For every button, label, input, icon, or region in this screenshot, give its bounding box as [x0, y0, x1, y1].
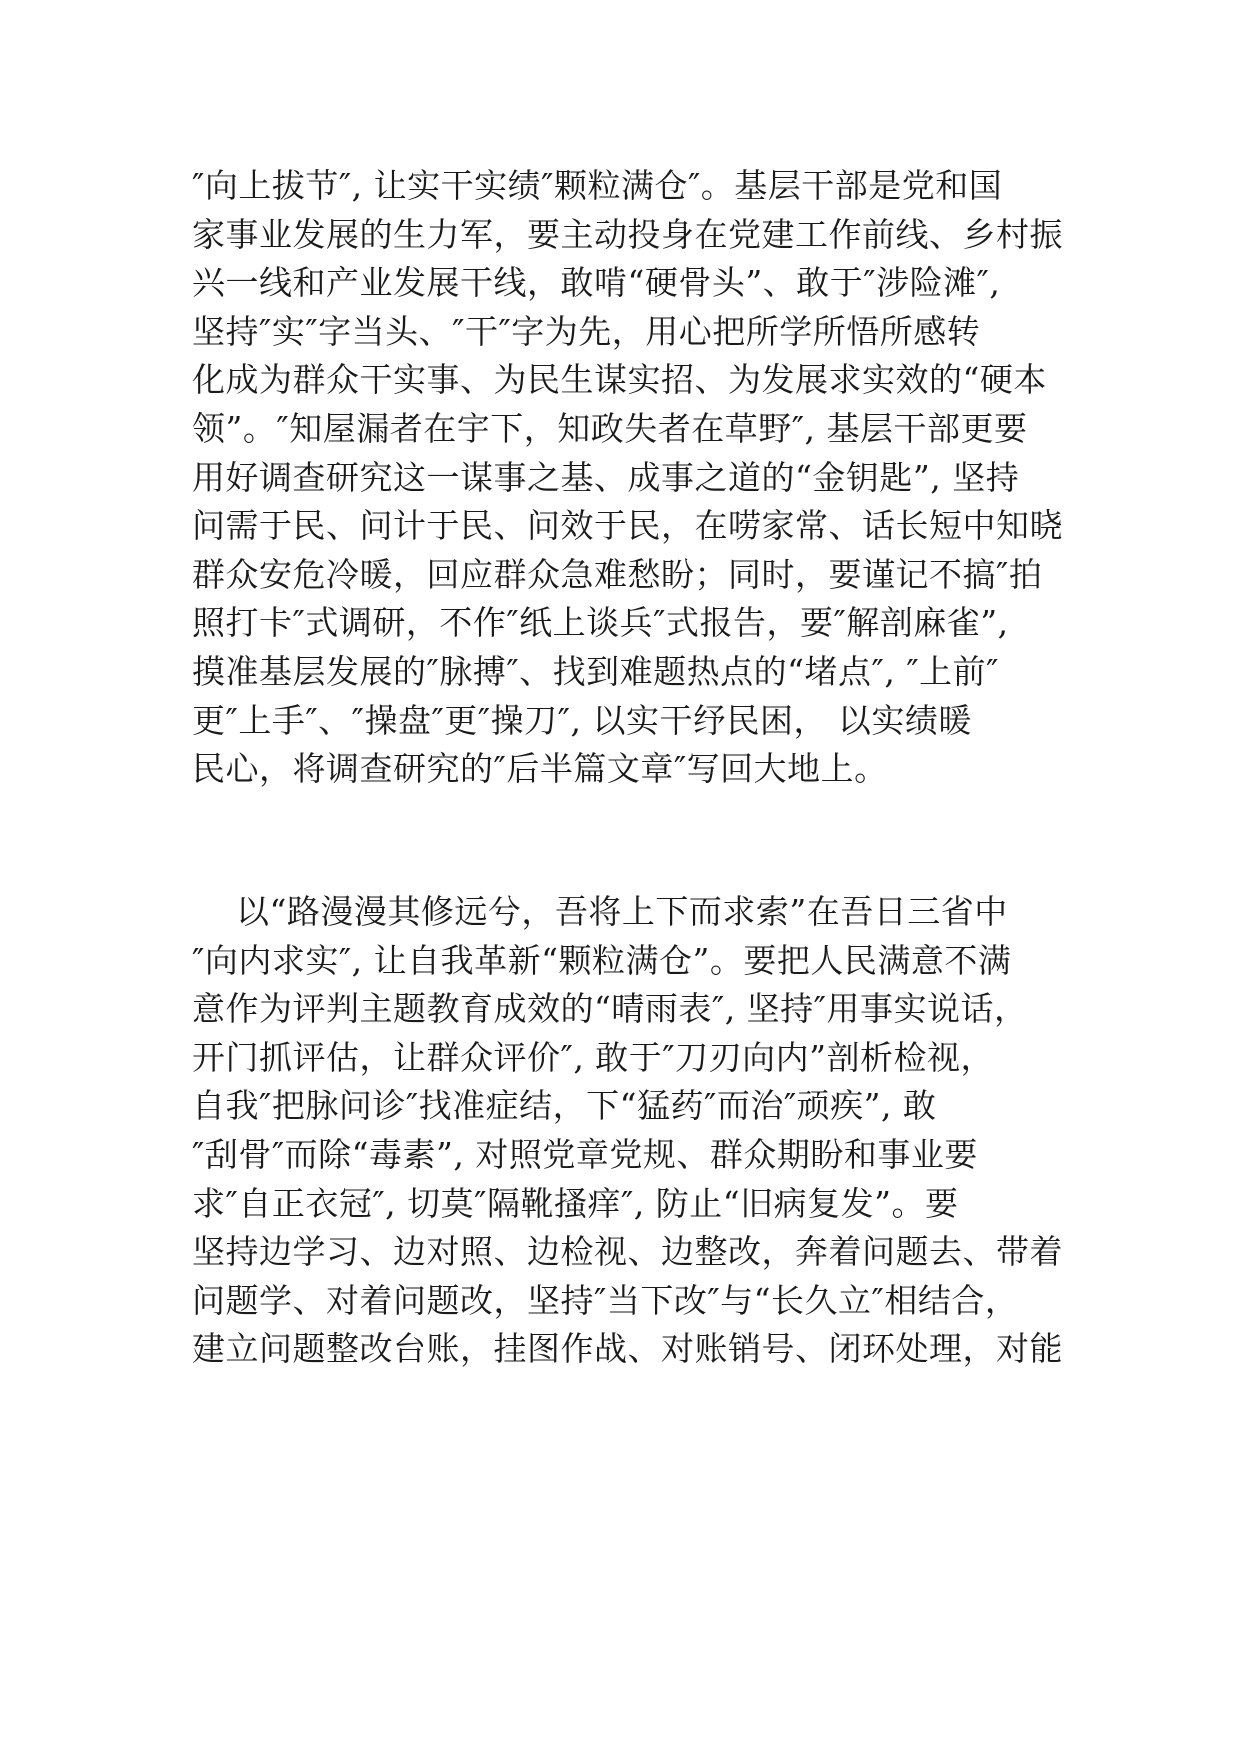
paragraph-line: 坚持边学习、边对照、边检视、边整改，奔着问题去、带着 [192, 1232, 1063, 1272]
paragraph-line: 意作为评判主题教育成效的“晴雨表″, 坚持″用事实说话， [192, 989, 1028, 1029]
paragraph-line: 求″自正衣冠″, 切莫″隔靴搔痒″, 防止“旧病复发”。要 [192, 1183, 959, 1223]
paragraph-line: 摸准基层发展的″脉搏″、找到难题热点的“堵点″, ″上前″ [192, 651, 999, 691]
paragraph-line: ″刮骨″而除“毒素”, 对照党章党规、群众期盼和事业要 [192, 1134, 978, 1174]
paragraph-line: 坚持″实″字当头、″干″字为先，用心把所学所悟所感转 [192, 311, 981, 351]
paragraph-line: 兴一线和产业发展干线，敢啃“硬骨头”、敢于″涉险滩″, [192, 263, 1001, 303]
paragraph-line: 建立问题整改台账，挂图作战、对账销号、闭环处理，对能 [192, 1329, 1063, 1369]
paragraph-2 [192, 888, 1072, 1374]
paragraph-line: 照打卡″式调研，不作″纸上谈兵″式报告，要″解剖麻雀”, [192, 603, 1009, 643]
paragraph-line: ″向上拔节″, 让实干实绩″颗粒满仓″。基层干部是党和国 [192, 166, 1003, 205]
paragraph-line: 问需于民、问计于民、问效于民，在唠家常、话长短中知晓 [192, 506, 1063, 546]
paragraph-line: 群众安危冷暖，回应群众急难愁盼；同时，要谨记不搞″拍 [192, 554, 1043, 594]
paragraph-line: 以“路漫漫其修远兮，吾将上下而求索”在吾日三省中 [192, 892, 1008, 931]
paragraph-line: 家事业发展的生力军，要主动投身在党建工作前线、乡村振 [192, 214, 1063, 254]
paragraph-line: 用好调查研究这一谋事之基、成事之道的“金钥匙”, 坚持 [192, 457, 1020, 497]
paragraph-line: 领”。″知屋漏者在宇下，知政失者在草野″, 基层干部更要 [192, 408, 1028, 448]
paragraph-line: 更″上手″、″操盘″更″操刀″, 以实干纾民困， 以实绩暖 [192, 700, 972, 740]
paragraph-line: 化成为群众干实事、为民生谋实招、为发展求实效的“硬本 [192, 360, 1047, 400]
paragraph-1 [192, 162, 1072, 794]
paragraph-line: ″向内求实″, 让自我革新“颗粒满仓”。要把人民满意不满 [192, 940, 1012, 980]
paragraph-line: 开门抓评估，让群众评价″, 敢于″刀刃向内”剖析检视， [192, 1037, 995, 1077]
paragraph-line: 民心，将调查研究的″后半篇文章″写回大地上。 [192, 749, 888, 789]
paragraph-line: 自我″把脉问诊″找准症结，下“猛药″而治″顽疾”, 敢 [192, 1086, 937, 1126]
paragraph-line: 问题学、对着问题改，坚持″当下改″与“长久立″相结合， [192, 1280, 1019, 1320]
